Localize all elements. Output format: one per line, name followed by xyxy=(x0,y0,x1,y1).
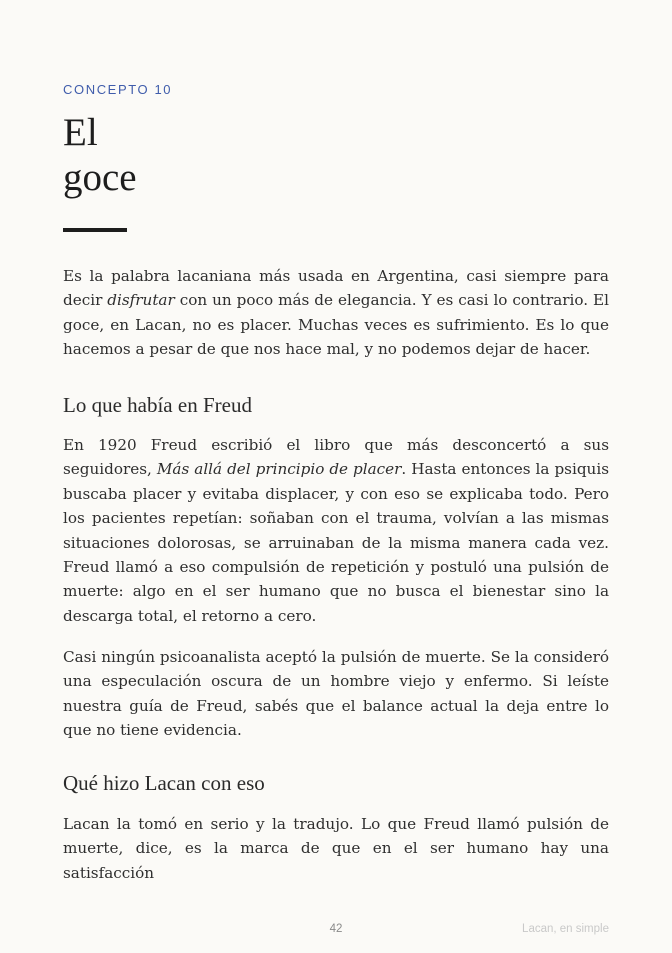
chapter-title-line-1: El xyxy=(63,111,98,154)
section-heading-freud: Lo que había en Freud xyxy=(63,393,252,417)
running-footer-title: Lacan, en simple xyxy=(522,923,609,935)
page-number: 42 xyxy=(329,923,343,935)
title-divider xyxy=(63,228,127,232)
freud-p1-book-title: Más allá del principio de placer xyxy=(156,460,402,479)
intro-text-2: con un poco más de elegancia. Y es casi lo contrario. El goce, en Lacan, no es placer. Muchas veces es sufrimiento. Es lo que hacemos a pesar de que nos hace mal, y no podemos dejar de hacer. xyxy=(63,291,609,359)
intro-paragraph xyxy=(63,264,609,362)
freud-paragraph-2: Casi ningún psicoanalista aceptó la pulsión de muerte. Se la consideró una especulación oscura de un hombre viejo y enfermo. Si leíste nuestra guía de Freud, sabés que el balance actual la deja entre lo que no tiene evidencia. xyxy=(63,648,609,740)
chapter-title-line-2: goce xyxy=(63,156,137,199)
chapter-title xyxy=(63,110,137,200)
freud-p1-text-2: . Hasta entonces la psiquis buscaba placer y evitaba displacer, y con eso se explicaba todo. Pero los pacientes repetían: soñaban con el trauma, volvían a las mismas situaciones dolorosas, se arruinaban de la misma manera cada vez. Freud llamó a eso compulsión de repetición y postuló una pulsión de muerte: algo en el ser humano que no busca el bienestar sino la descarga total, el retorno a cero. xyxy=(63,460,609,625)
chapter-label: CONCEPTO 10 xyxy=(63,82,173,97)
section-heading-lacan: Qué hizo Lacan con eso xyxy=(63,771,265,795)
lacan-paragraph-1: Lacan la tomó en serio y la tradujo. Lo que Freud llamó pulsión de muerte, dice, es la marca de que en el ser humano hay una satisfacción xyxy=(63,815,609,882)
freud-p1-text-1: En 1920 Freud escribió el libro que más desconcertó a sus seguidores, xyxy=(63,436,609,479)
freud-paragraph-1 xyxy=(63,433,609,628)
intro-text-1: Es la palabra lacaniana más usada en Argentina, casi siempre para decir xyxy=(63,267,609,310)
intro-italic: disfrutar xyxy=(107,291,175,310)
